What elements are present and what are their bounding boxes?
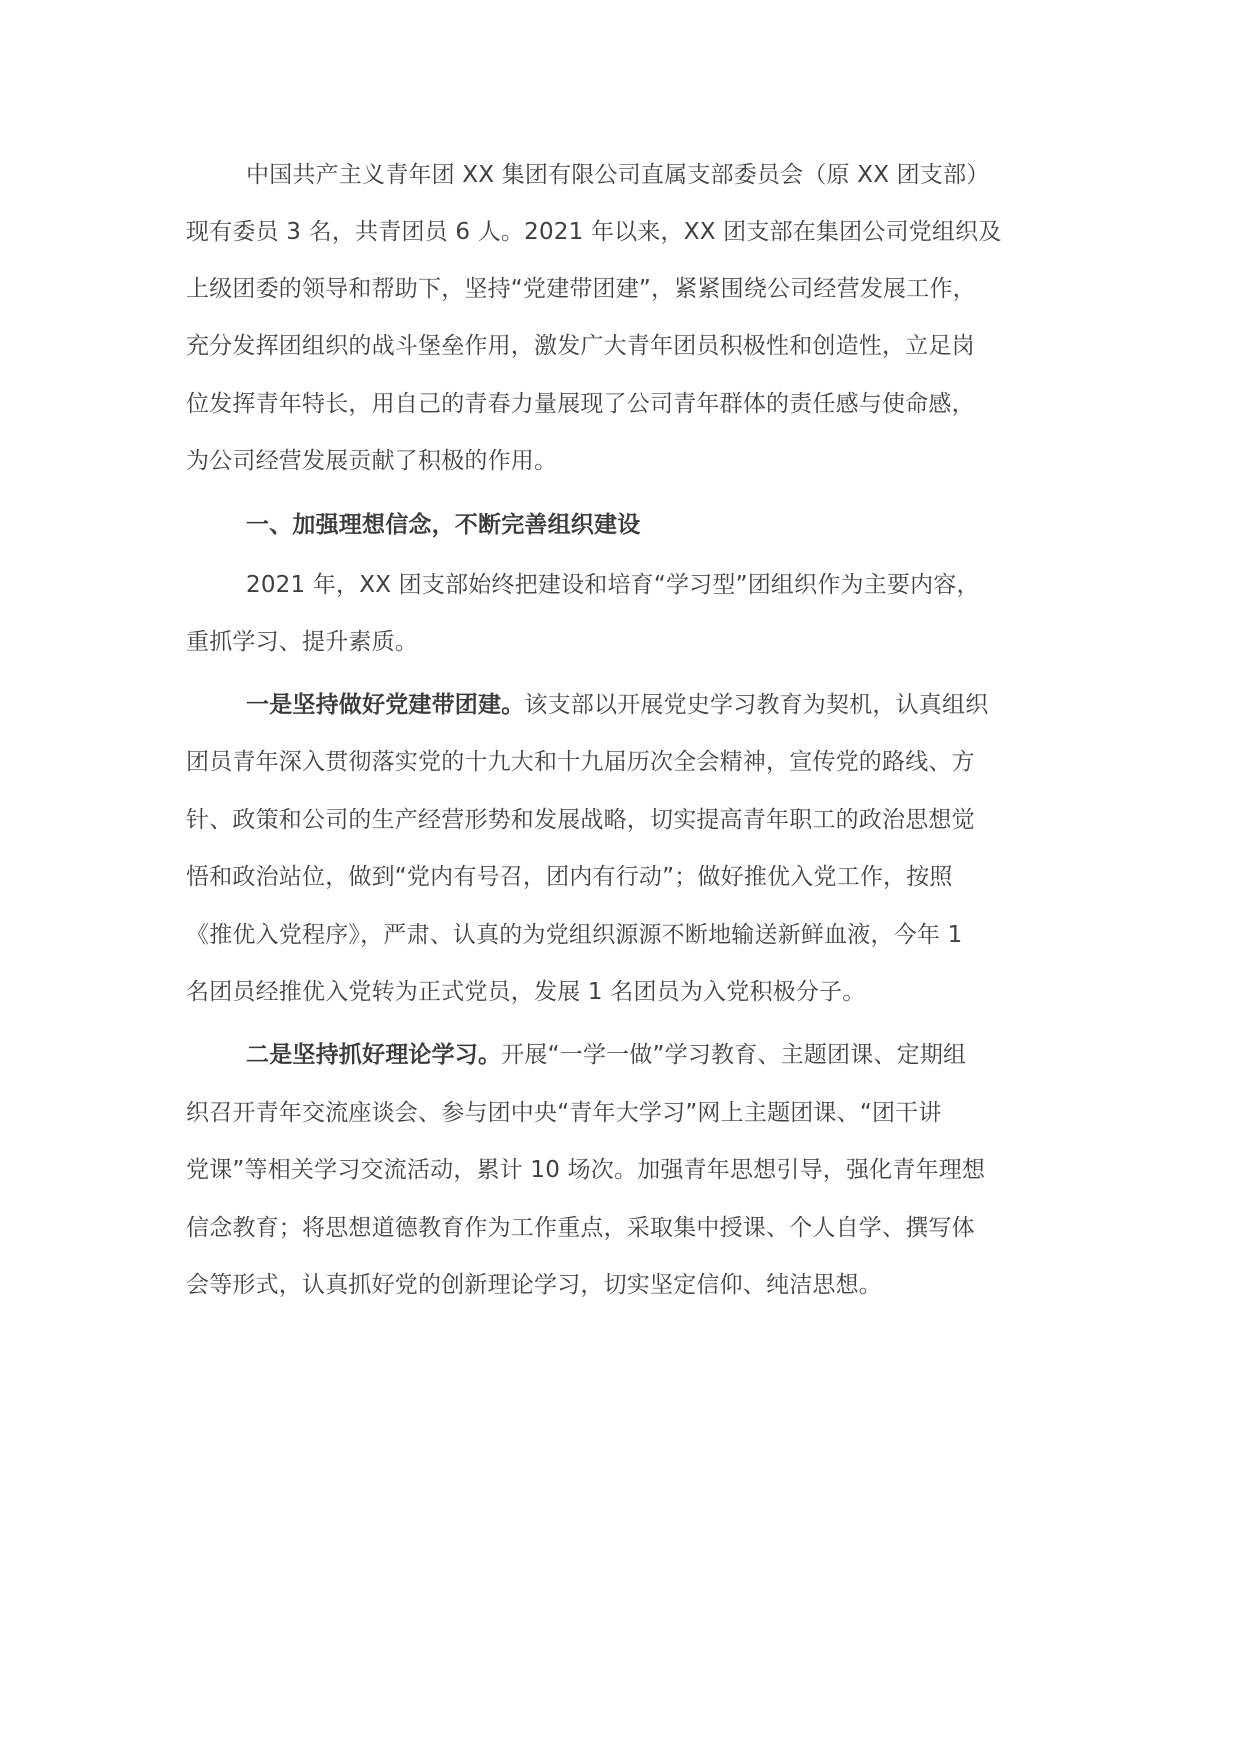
paragraph-point1-line: 悟和政治站位，做到“党内有号召，团内有行动”；做好推优入党工作，按照 (186, 864, 953, 890)
paragraph-point1-line: 针、政策和公司的生产经营形势和发展战略，切实提高青年职工的政治思想觉 (186, 807, 975, 833)
paragraph-point1-line: 名团员经推优入党转为正式党员，发展 1 名团员为入党积极分子。 (186, 979, 866, 1005)
paragraph-point1-line: 团员青年深入贯彻落实党的十九大和十九届历次全会精神，宣传党的路线、方 (186, 749, 975, 775)
paragraph-point2-line: 会等形式，认真抓好党的创新理论学习，切实坚定信仰、纯洁思想。 (186, 1272, 882, 1298)
paragraph-intro-line: 为公司经营发展贡献了积极的作用。 (186, 448, 558, 474)
paragraph-point2-line: 信念教育；将思想道德教育作为工作重点，采取集中授课、个人自学、撰写体 (186, 1215, 975, 1241)
paragraph-section1-line: 重抓学习、提升素质。 (186, 629, 418, 655)
paragraph-intro-line: 中国共产主义青年团 XX 集团有限公司直属支部委员会（原 XX 团支部） (246, 162, 990, 188)
point1-lead: 一是坚持做好党建带团建。 (246, 692, 525, 718)
point2-lead: 二是坚持抓好理论学习。 (246, 1042, 502, 1068)
paragraph-point2-line: 织召开青年交流座谈会、参与团中央“青年大学习”网上主题团课、“团干讲 (186, 1100, 942, 1126)
paragraph-intro-line: 位发挥青年特长，用自己的青春力量展现了公司青年群体的责任感与使命感， (186, 391, 975, 417)
point2-first-line-rest: 开展“一学一做”学习教育、主题团课、定期组 (501, 1042, 967, 1068)
paragraph-intro-line: 充分发挥团组织的战斗堡垒作用，激发广大青年团员积极性和创造性，立足岗 (186, 333, 975, 359)
paragraph-point2-first-line (246, 1040, 1126, 1070)
paragraph-intro-line: 上级团委的领导和帮助下，坚持“党建带团建”，紧紧围绕公司经营发展工作， (186, 276, 976, 302)
paragraph-point2-line: 党课”等相关学习交流活动，累计 10 场次。加强青年思想引导，强化青年理想 (186, 1157, 986, 1183)
paragraph-intro-line: 现有委员 3 名，共青团员 6 人。2021 年以来，XX 团支部在集团公司党组织及 (186, 219, 1002, 245)
paragraph-point1-first-line (246, 690, 1126, 720)
point1-first-line-rest: 该支部以开展党史学习教育为契机，认真组织 (524, 692, 989, 718)
paragraph-section1-line: 2021 年，XX 团支部始终把建设和培育“学习型”团组织作为主要内容， (246, 572, 980, 598)
section-heading: 一、加强理想信念，不断完善组织建设 (246, 512, 641, 538)
paragraph-point1-line: 《推优入党程序》，严肃、认真的为党组织源源不断地输送新鲜血液，今年 1 (186, 922, 963, 948)
